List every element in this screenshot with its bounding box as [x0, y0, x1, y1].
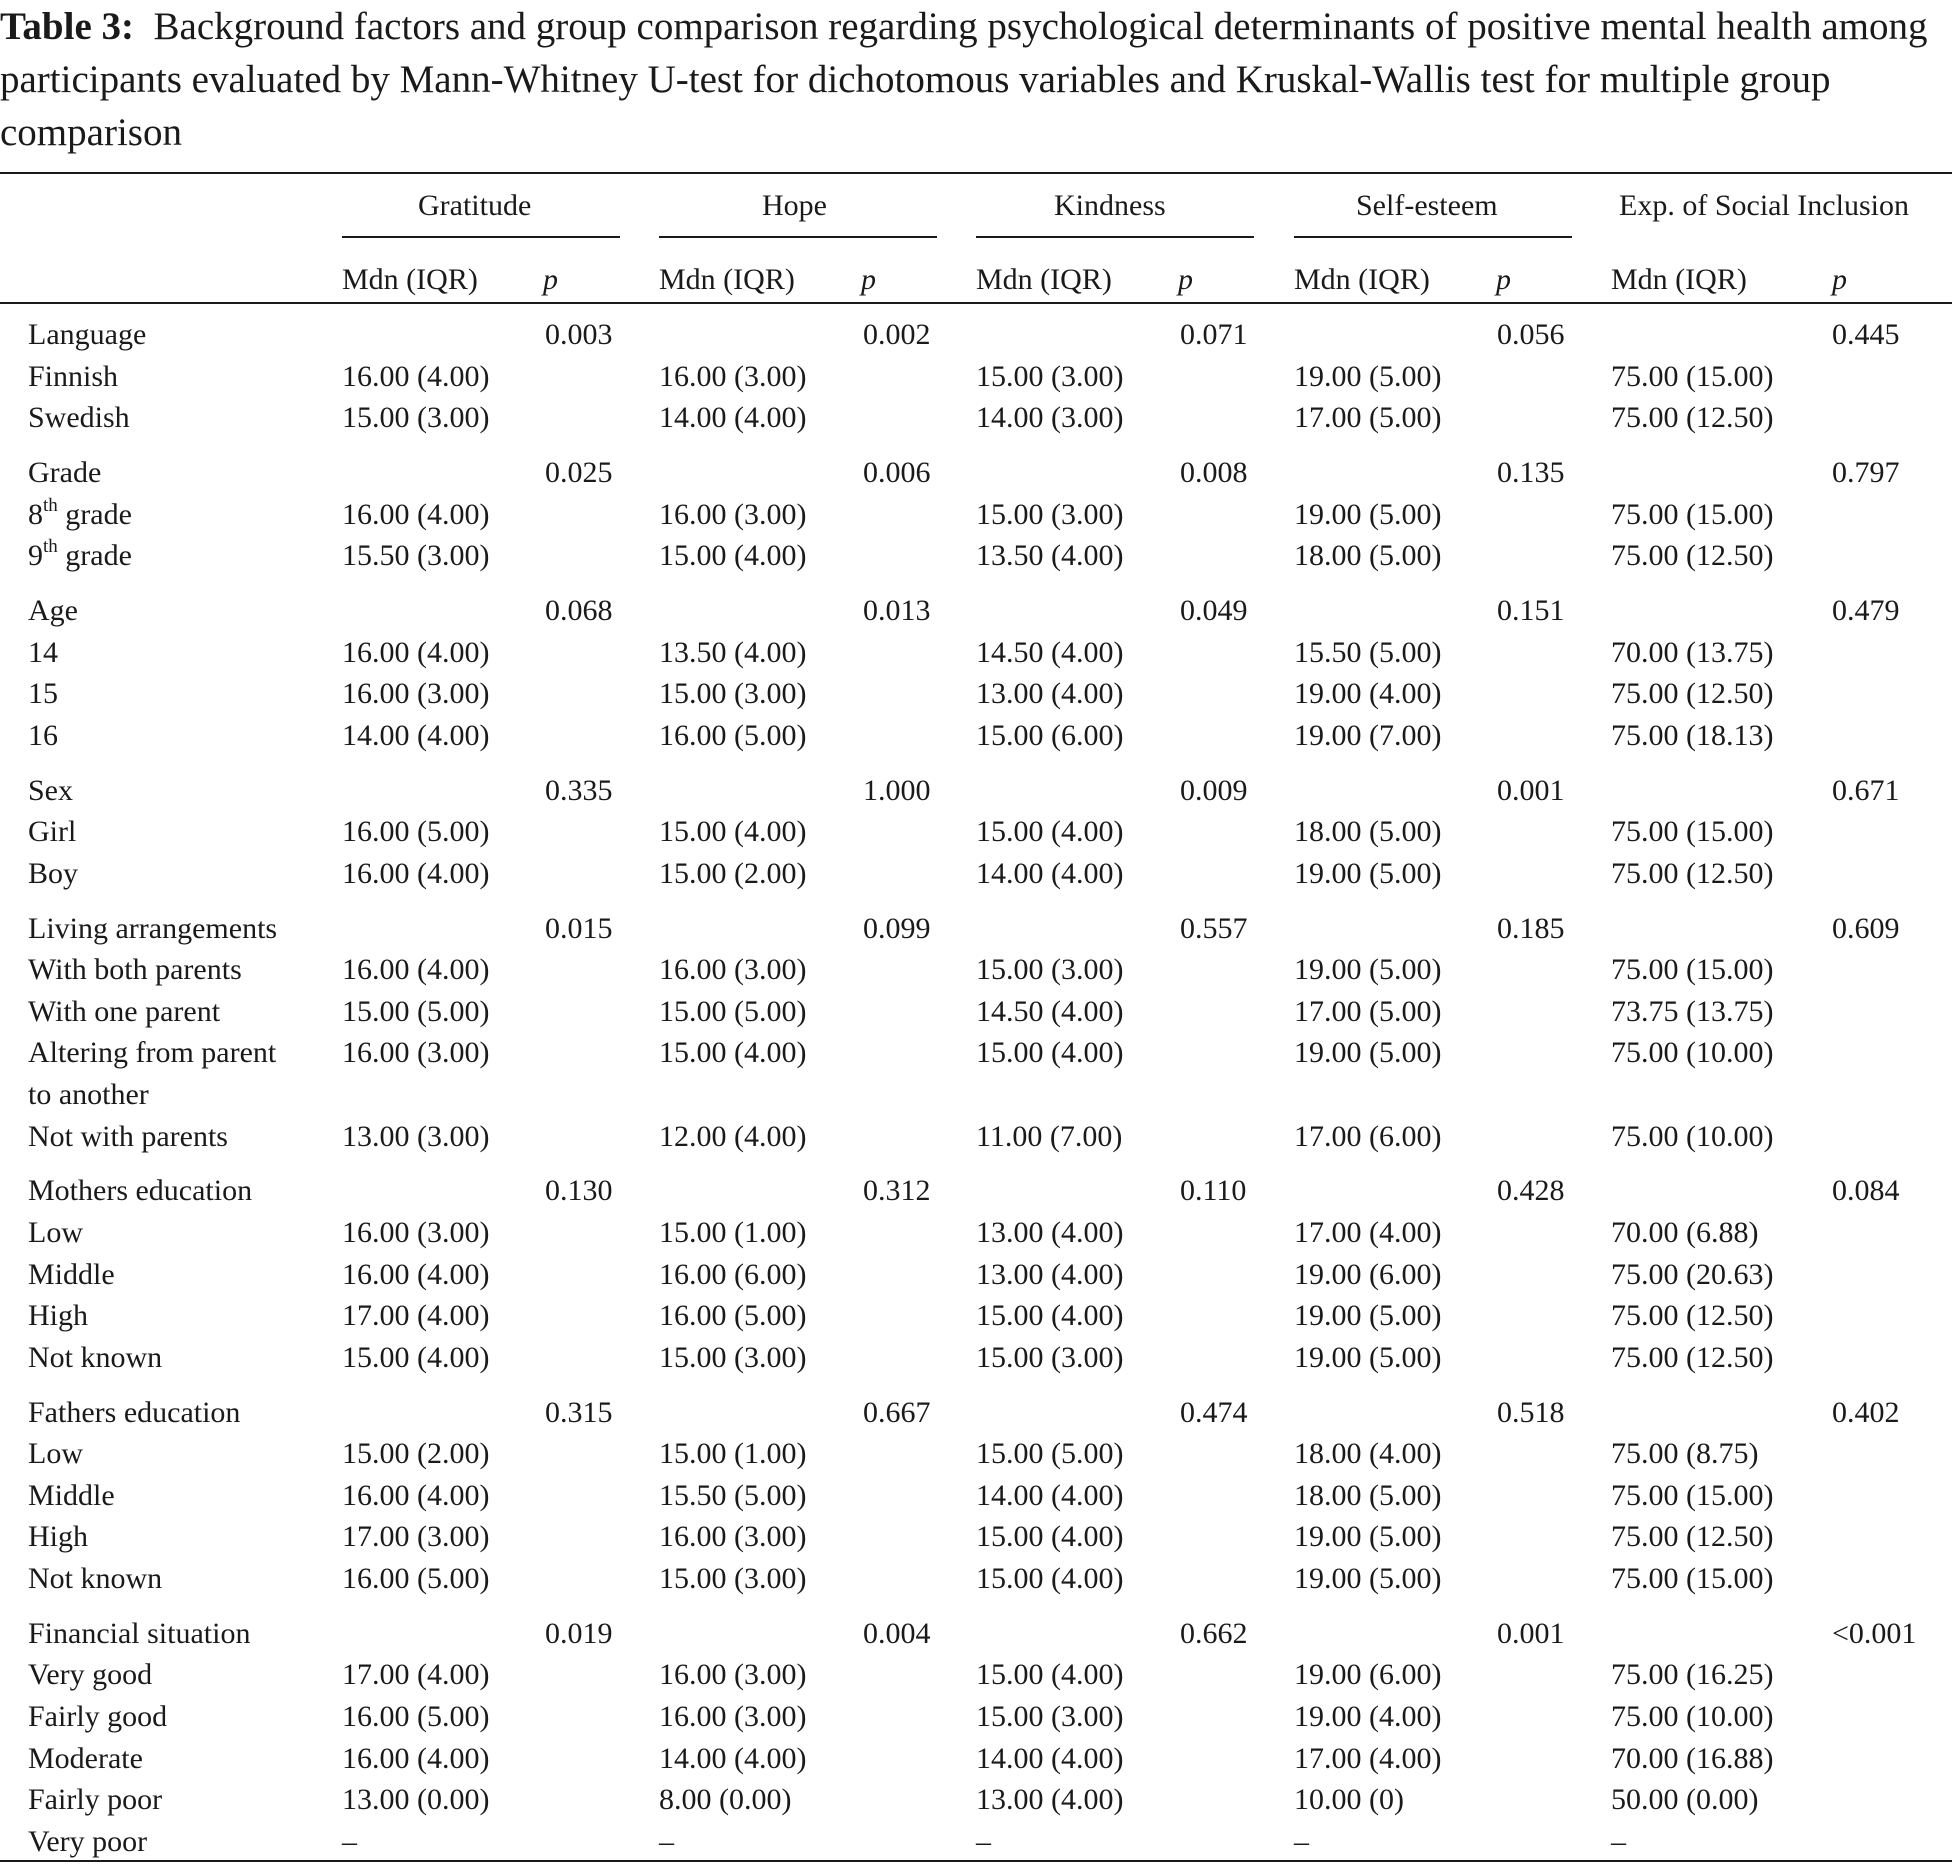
subheader-p: p [861, 263, 876, 296]
cell-value: 15.00 (4.00) [976, 1036, 1124, 1069]
cell-value: 15.00 (1.00) [659, 1216, 807, 1249]
row-label [28, 1478, 115, 1514]
row-label-text: Swedish [28, 401, 130, 434]
cell-value: 15.00 (4.00) [659, 1036, 807, 1069]
cell-value: 75.00 (15.00) [1611, 1479, 1774, 1512]
cell-value: 17.00 (5.00) [1294, 401, 1442, 434]
p-value: 0.797 [1832, 456, 1900, 489]
cell-value: – [1294, 1825, 1309, 1858]
cell-value: 75.00 (12.50) [1611, 857, 1774, 890]
row-label-text: Fairly good [28, 1700, 168, 1733]
row-label-text: Fairly poor [28, 1783, 163, 1816]
cell-value: 15.00 (4.00) [659, 815, 807, 848]
cell-value: 15.00 (5.00) [659, 995, 807, 1028]
row-label-text: Boy [28, 857, 79, 890]
cell-value: 75.00 (8.75) [1611, 1437, 1759, 1470]
p-value: 0.479 [1832, 594, 1900, 627]
cell-value: 75.00 (20.63) [1611, 1258, 1774, 1291]
row-label-superscript: th [43, 495, 58, 516]
cell-value: 15.00 (4.00) [976, 1658, 1124, 1691]
cell-value: 15.50 (3.00) [342, 539, 490, 572]
cell-value: 19.00 (5.00) [1294, 1520, 1442, 1553]
p-value: 0.002 [863, 318, 931, 351]
row-label-text: Middle [28, 1258, 115, 1291]
row-label-continued: to another [28, 1078, 149, 1111]
cell-value: 13.00 (4.00) [976, 1783, 1124, 1816]
cell-value: 16.00 (3.00) [659, 953, 807, 986]
cell-value: 15.00 (2.00) [342, 1437, 490, 1470]
cell-value: 16.00 (3.00) [342, 1036, 490, 1069]
p-value: 0.474 [1180, 1396, 1248, 1429]
cell-value: 15.00 (1.00) [659, 1437, 807, 1470]
row-label [28, 676, 58, 712]
cell-value: – [1611, 1825, 1626, 1858]
cell-value: 17.00 (5.00) [1294, 995, 1442, 1028]
subheader-mdn: Mdn (IQR) [342, 263, 478, 296]
cell-value: 15.00 (5.00) [342, 995, 490, 1028]
p-value: 0.006 [863, 456, 931, 489]
cell-value: 16.00 (4.00) [342, 1479, 490, 1512]
cell-value: 19.00 (5.00) [1294, 360, 1442, 393]
cell-value: 19.00 (5.00) [1294, 1299, 1442, 1332]
bottom-rule [0, 1860, 1952, 1862]
cell-value: 15.00 (3.00) [976, 360, 1124, 393]
header-self-esteem: Self-esteem [1356, 189, 1498, 222]
cell-value: 15.00 (3.00) [659, 1341, 807, 1374]
row-label-text: Low [28, 1437, 83, 1470]
row-label [28, 1741, 143, 1777]
row-label [28, 1215, 83, 1251]
row-label [28, 1298, 88, 1334]
row-label-text: With one parent [28, 995, 221, 1028]
row-label [28, 1035, 276, 1071]
p-value: 0.049 [1180, 594, 1248, 627]
cell-value: 16.00 (5.00) [659, 1299, 807, 1332]
cell-value: 14.00 (3.00) [976, 401, 1124, 434]
cell-value: 16.00 (4.00) [342, 953, 490, 986]
cell-value: 75.00 (12.50) [1611, 539, 1774, 572]
cell-value: 19.00 (6.00) [1294, 1658, 1442, 1691]
cell-value: 15.00 (3.00) [976, 498, 1124, 531]
cell-value: 15.00 (4.00) [976, 1520, 1124, 1553]
header-gratitude: Gratitude [418, 189, 532, 222]
p-value: 0.609 [1832, 912, 1900, 945]
section-title: Age [28, 594, 78, 627]
p-value: 0.402 [1832, 1396, 1900, 1429]
cell-value: 75.00 (16.25) [1611, 1658, 1774, 1691]
cell-value: 16.00 (4.00) [342, 498, 490, 531]
row-label [28, 1561, 162, 1597]
table-caption [0, 0, 1952, 159]
row-label-text: Very good [28, 1658, 153, 1691]
p-value: 0.001 [1497, 774, 1565, 807]
p-value: 0.518 [1497, 1396, 1565, 1429]
cell-value: 16.00 (5.00) [342, 1700, 490, 1733]
row-label [28, 856, 78, 892]
cell-value: 16.00 (5.00) [342, 815, 490, 848]
cell-value: 16.00 (5.00) [342, 1562, 490, 1595]
row-label-text: Girl [28, 815, 77, 848]
row-label [28, 1782, 162, 1818]
cell-value: 75.00 (15.00) [1611, 1562, 1774, 1595]
p-value: 0.068 [545, 594, 613, 627]
row-label-text: Not known [28, 1341, 163, 1374]
cell-value: 15.50 (5.00) [1294, 636, 1442, 669]
cell-value: 19.00 (5.00) [1294, 1036, 1442, 1069]
p-value: 0.185 [1497, 912, 1565, 945]
cell-value: 14.00 (4.00) [659, 401, 807, 434]
row-label-text: Moderate [28, 1742, 143, 1775]
cell-value: 11.00 (7.00) [976, 1120, 1123, 1153]
row-label [28, 1824, 147, 1860]
header-rule [0, 302, 1952, 304]
cell-value: 15.00 (4.00) [976, 1299, 1124, 1332]
cell-value: 75.00 (12.50) [1611, 1299, 1774, 1332]
p-value: 0.557 [1180, 912, 1248, 945]
cell-value: 75.00 (15.00) [1611, 953, 1774, 986]
cell-value: 16.00 (4.00) [342, 360, 490, 393]
cell-value: 10.00 (0) [1294, 1783, 1404, 1816]
section-title: Mothers education [28, 1174, 253, 1207]
cell-value: 16.00 (6.00) [659, 1258, 807, 1291]
cell-value: 8.00 (0.00) [659, 1783, 792, 1816]
row-label [28, 1119, 228, 1155]
subheader-mdn: Mdn (IQR) [1611, 263, 1747, 296]
cell-value: 16.00 (3.00) [659, 1520, 807, 1553]
subheader-p: p [543, 263, 558, 296]
cell-value: 13.00 (4.00) [976, 677, 1124, 710]
cell-value: 70.00 (6.88) [1611, 1216, 1759, 1249]
cell-value: 16.00 (3.00) [342, 677, 490, 710]
cell-value: 15.00 (3.00) [659, 1562, 807, 1595]
row-label-text: Very poor [28, 1825, 148, 1858]
row-label [28, 1436, 83, 1472]
cell-value: 19.00 (5.00) [1294, 857, 1442, 890]
row-label-text: Middle [28, 1479, 115, 1512]
cell-value: 50.00 (0.00) [1611, 1783, 1759, 1816]
cell-value: 17.00 (4.00) [1294, 1216, 1442, 1249]
cell-value: 73.75 (13.75) [1611, 995, 1774, 1028]
cell-value: 13.00 (3.00) [342, 1120, 490, 1153]
cell-value: 15.00 (6.00) [976, 719, 1124, 752]
cell-value: 75.00 (12.50) [1611, 401, 1774, 434]
caption-label: Table 3: [0, 5, 135, 48]
cell-value: 16.00 (4.00) [342, 857, 490, 890]
row-label-text: With both parents [28, 953, 242, 986]
cell-value: 14.50 (4.00) [976, 995, 1124, 1028]
subheader-p: p [1832, 263, 1847, 296]
cell-value: 75.00 (10.00) [1611, 1120, 1774, 1153]
p-value: 0.099 [863, 912, 931, 945]
section-title: Sex [28, 774, 73, 807]
p-value: 0.008 [1180, 456, 1248, 489]
cell-value: 12.00 (4.00) [659, 1120, 807, 1153]
group-rule-self-esteem [1294, 236, 1572, 238]
p-value: 0.019 [545, 1617, 613, 1650]
cell-value: 19.00 (5.00) [1294, 1562, 1442, 1595]
p-value: <0.001 [1832, 1617, 1917, 1650]
cell-value: 15.00 (3.00) [342, 401, 490, 434]
row-label [28, 1257, 115, 1293]
p-value: 0.110 [1180, 1174, 1247, 1207]
row-label [28, 1699, 167, 1735]
cell-value: 75.00 (12.50) [1611, 677, 1774, 710]
header-hope: Hope [762, 189, 827, 222]
row-label-text: High [28, 1299, 88, 1332]
row-label [28, 1519, 88, 1555]
subheader-p: p [1178, 263, 1193, 296]
p-value: 0.315 [545, 1396, 613, 1429]
cell-value: 13.50 (4.00) [659, 636, 807, 669]
row-label [28, 1340, 162, 1376]
cell-value: 14.00 (4.00) [342, 719, 490, 752]
cell-value: 18.00 (4.00) [1294, 1437, 1442, 1470]
top-rule [0, 172, 1952, 174]
subheader-p: p [1496, 263, 1511, 296]
cell-value: 75.00 (18.13) [1611, 719, 1774, 752]
section-title: Grade [28, 456, 102, 489]
row-label [28, 994, 220, 1030]
p-value: 0.335 [545, 774, 613, 807]
cell-value: 16.00 (3.00) [659, 1700, 807, 1733]
row-label-text: Not known [28, 1562, 163, 1595]
row-label-text: Finnish [28, 360, 119, 393]
row-label-text: Not with parents [28, 1120, 228, 1153]
cell-value: 18.00 (5.00) [1294, 1479, 1442, 1512]
section-title: Financial situation [28, 1617, 251, 1650]
row-label-text: 15 [28, 677, 58, 710]
cell-value: 75.00 (12.50) [1611, 1341, 1774, 1374]
p-value: 0.671 [1832, 774, 1900, 807]
row-label [28, 400, 130, 436]
row-label [28, 814, 76, 850]
cell-value: – [659, 1825, 674, 1858]
cell-value: 18.00 (5.00) [1294, 815, 1442, 848]
row-label [28, 952, 242, 988]
header-kindness: Kindness [1054, 189, 1166, 222]
cell-value: – [342, 1825, 357, 1858]
cell-value: 19.00 (4.00) [1294, 677, 1442, 710]
row-label [28, 359, 118, 395]
p-value: 0.312 [863, 1174, 931, 1207]
section-title: Living arrangements [28, 912, 278, 945]
cell-value: 16.00 (3.00) [342, 1216, 490, 1249]
p-value: 0.130 [545, 1174, 613, 1207]
cell-value: 18.00 (5.00) [1294, 539, 1442, 572]
cell-value: 16.00 (4.00) [342, 1742, 490, 1775]
p-value: 1.000 [863, 774, 931, 807]
cell-value: 15.00 (3.00) [976, 953, 1124, 986]
cell-value: 19.00 (6.00) [1294, 1258, 1442, 1291]
cell-value: 14.00 (4.00) [659, 1742, 807, 1775]
row-label-superscript: th [43, 536, 58, 557]
cell-value: 19.00 (5.00) [1294, 498, 1442, 531]
cell-value: 75.00 (12.50) [1611, 1520, 1774, 1553]
cell-value: 16.00 (4.00) [342, 636, 490, 669]
cell-value: 15.00 (4.00) [976, 1562, 1124, 1595]
row-label [28, 497, 132, 533]
cell-value: 15.00 (5.00) [976, 1437, 1124, 1470]
subheader-mdn: Mdn (IQR) [1294, 263, 1430, 296]
cell-value: 17.00 (4.00) [342, 1299, 490, 1332]
p-value: 0.056 [1497, 318, 1565, 351]
cell-value: 17.00 (4.00) [342, 1658, 490, 1691]
row-label-rest: grade [57, 539, 132, 572]
cell-value: 14.50 (4.00) [976, 636, 1124, 669]
cell-value: 15.00 (3.00) [659, 677, 807, 710]
cell-value: 75.00 (15.00) [1611, 360, 1774, 393]
row-label-text: 9 [28, 539, 43, 572]
section-title: Fathers education [28, 1396, 241, 1429]
p-value: 0.151 [1497, 594, 1565, 627]
cell-value: 19.00 (4.00) [1294, 1700, 1442, 1733]
cell-value: 16.00 (3.00) [659, 360, 807, 393]
cell-value: 75.00 (15.00) [1611, 815, 1774, 848]
cell-value: 19.00 (5.00) [1294, 1341, 1442, 1374]
p-value: 0.015 [545, 912, 613, 945]
row-label [28, 718, 58, 754]
cell-value: 13.50 (4.00) [976, 539, 1124, 572]
row-label [28, 1657, 152, 1693]
cell-value: 19.00 (5.00) [1294, 953, 1442, 986]
p-value: 0.662 [1180, 1617, 1248, 1650]
cell-value: 17.00 (4.00) [1294, 1742, 1442, 1775]
cell-value: 14.00 (4.00) [976, 857, 1124, 890]
row-label-text: Altering from parent [28, 1036, 277, 1069]
cell-value: 13.00 (0.00) [342, 1783, 490, 1816]
p-value: 0.667 [863, 1396, 931, 1429]
row-label-text: 16 [28, 719, 58, 752]
group-rule-hope [659, 236, 937, 238]
cell-value: 70.00 (13.75) [1611, 636, 1774, 669]
p-value: 0.135 [1497, 456, 1565, 489]
row-label [28, 538, 132, 574]
cell-value: – [976, 1825, 991, 1858]
cell-value: 15.00 (3.00) [976, 1341, 1124, 1374]
cell-value: 15.00 (3.00) [976, 1700, 1124, 1733]
row-label-text: 14 [28, 636, 58, 669]
p-value: 0.071 [1180, 318, 1248, 351]
section-title: Language [28, 318, 147, 351]
cell-value: 16.00 (3.00) [659, 498, 807, 531]
cell-value: 75.00 (15.00) [1611, 498, 1774, 531]
cell-value: 16.00 (3.00) [659, 1658, 807, 1691]
cell-value: 13.00 (4.00) [976, 1216, 1124, 1249]
p-value: 0.084 [1832, 1174, 1900, 1207]
cell-value: 15.50 (5.00) [659, 1479, 807, 1512]
cell-value: 16.00 (5.00) [659, 719, 807, 752]
p-value: 0.428 [1497, 1174, 1565, 1207]
cell-value: 17.00 (6.00) [1294, 1120, 1442, 1153]
p-value: 0.013 [863, 594, 931, 627]
row-label-text: High [28, 1520, 88, 1553]
cell-value: 14.00 (4.00) [976, 1479, 1124, 1512]
p-value: 0.004 [863, 1617, 931, 1650]
cell-value: 16.00 (4.00) [342, 1258, 490, 1291]
subheader-mdn: Mdn (IQR) [976, 263, 1112, 296]
group-rule-kindness [976, 236, 1254, 238]
row-label-text: Low [28, 1216, 83, 1249]
p-value: 0.003 [545, 318, 613, 351]
row-label-text: 8 [28, 498, 43, 531]
row-label [28, 635, 58, 671]
cell-value: 15.00 (2.00) [659, 857, 807, 890]
cell-value: 14.00 (4.00) [976, 1742, 1124, 1775]
header-social-inclusion: Exp. of Social Inclusion [1619, 189, 1909, 222]
cell-value: 15.00 (4.00) [976, 815, 1124, 848]
p-value: 0.009 [1180, 774, 1248, 807]
caption-text: Background factors and group comparison regarding psychological determinants of positive mental health among participants evaluated by Mann-Whitney U-test for dichotomous variables and Kruskal-Wallis test for multiple group comparison [0, 5, 1928, 154]
p-value: 0.001 [1497, 1617, 1565, 1650]
cell-value: 17.00 (3.00) [342, 1520, 490, 1553]
cell-value: 70.00 (16.88) [1611, 1742, 1774, 1775]
row-label-rest: grade [57, 498, 132, 531]
cell-value: 75.00 (10.00) [1611, 1700, 1774, 1733]
cell-value: 15.00 (4.00) [342, 1341, 490, 1374]
group-rule-gratitude [342, 236, 620, 238]
cell-value: 13.00 (4.00) [976, 1258, 1124, 1291]
cell-value: 15.00 (4.00) [659, 539, 807, 572]
p-value: 0.025 [545, 456, 613, 489]
subheader-mdn: Mdn (IQR) [659, 263, 795, 296]
p-value: 0.445 [1832, 318, 1900, 351]
cell-value: 75.00 (10.00) [1611, 1036, 1774, 1069]
cell-value: 19.00 (7.00) [1294, 719, 1442, 752]
